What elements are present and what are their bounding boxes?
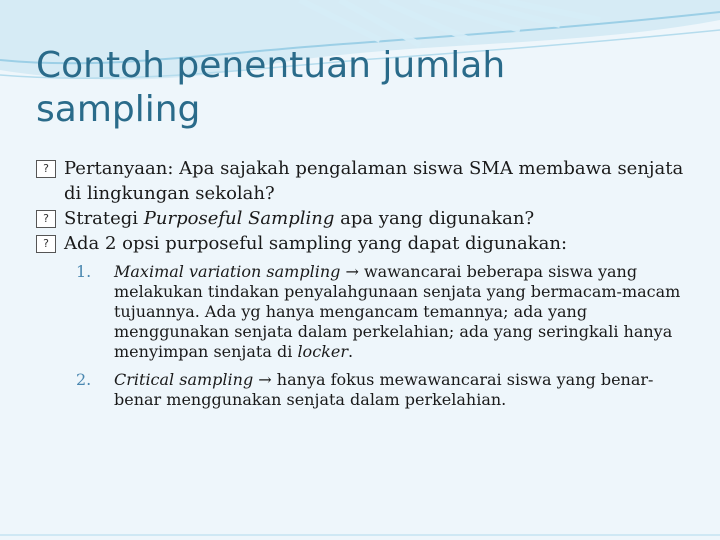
bullet-marker-icon: ? xyxy=(36,235,56,253)
bullet-marker-icon: ? xyxy=(36,210,56,228)
bullet-text: Pertanyaan: Apa sajakah pengalaman siswa SMA membawa senjata di lingkungan sekolah? xyxy=(64,158,684,204)
item-end: . xyxy=(347,342,354,361)
bullet-strategy xyxy=(36,206,696,231)
list-number: 2. xyxy=(76,370,92,389)
bullet-text-pre: Strategi xyxy=(64,208,144,229)
bullet-text-post: apa yang digunakan? xyxy=(334,208,535,229)
slide-title: Contoh penentuan jumlah sampling xyxy=(36,45,506,130)
options-list xyxy=(76,262,696,410)
slide-content xyxy=(36,156,696,418)
term-italic: Maximal variation sampling xyxy=(114,262,341,281)
list-item-critical xyxy=(76,370,696,410)
item-text: wawancarai beberapa siswa yang melakukan tindakan penyalahgunaan senjata yang bermacam-macam tujuannya. Ada yg hanya mengancam temannya; ada yang menggunakan senjata dalam perkelahian; ada yang seringkali hanya menyimpan senjata di xyxy=(114,262,681,361)
bullet-marker-icon: ? xyxy=(36,160,56,178)
bullet-question xyxy=(36,156,696,206)
arrow-icon: → xyxy=(258,370,272,389)
item-italic-end: locker xyxy=(297,342,348,361)
bullet-options xyxy=(36,231,696,256)
bullet-text-italic: Purposeful Sampling xyxy=(143,208,335,229)
bullet-text: Ada 2 opsi purposeful sampling yang dapat digunakan: xyxy=(64,233,568,254)
list-number: 1. xyxy=(76,262,92,281)
arrow-icon: → xyxy=(345,262,359,281)
term-italic: Critical sampling xyxy=(114,370,254,389)
list-item-maximal-variation xyxy=(76,262,696,362)
item-text: hanya fokus mewawancarai siswa yang benar-benar menggunakan senjata dalam perkelahian. xyxy=(114,370,654,409)
